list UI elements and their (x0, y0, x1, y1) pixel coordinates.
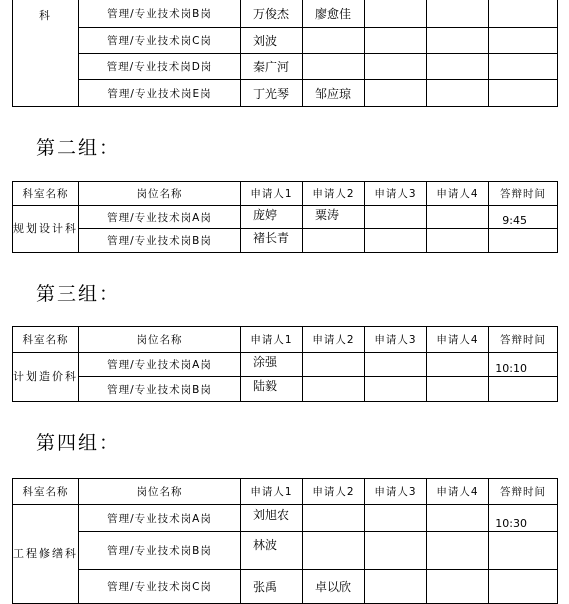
time-cell (489, 570, 558, 604)
table-row (13, 353, 558, 377)
table-row (13, 54, 558, 80)
header-row (13, 182, 558, 206)
applicant2-cell (303, 54, 365, 80)
applicant4-cell (427, 532, 489, 570)
applicant2-cell: 粟涛 (303, 206, 365, 229)
post-cell: 管理/专业技术岗B岗 (79, 0, 241, 28)
time-cell (489, 80, 558, 107)
applicant3-cell (365, 505, 427, 532)
header-dept: 科室名称 (13, 182, 79, 206)
applicant4-cell (427, 0, 489, 28)
applicant2-cell (303, 28, 365, 54)
header-applicant3: 申请人3 (365, 182, 427, 206)
post-cell: 管理/专业技术岗A岗 (79, 505, 241, 532)
applicant2-cell: 卓以欣 (303, 570, 365, 604)
post-cell: 管理/专业技术岗B岗 (79, 229, 241, 253)
post-cell: 管理/专业技术岗C岗 (79, 28, 241, 54)
applicant2-cell (303, 353, 365, 377)
header-applicant4: 申请人4 (427, 479, 489, 505)
applicant1-cell: 褚长青 (241, 229, 303, 253)
header-time: 答辩时间 (489, 479, 558, 505)
applicant1-cell: 刘旭农 (241, 505, 303, 532)
applicant4-cell (427, 28, 489, 54)
applicant1-cell: 陆毅 (241, 377, 303, 402)
post-cell: 管理/专业技术岗A岗 (79, 206, 241, 229)
time-cell (489, 28, 558, 54)
applicant3-cell (365, 532, 427, 570)
header-applicant3: 申请人3 (365, 479, 427, 505)
table-row (13, 28, 558, 54)
applicant1-cell: 张禹 (241, 570, 303, 604)
applicant4-cell (427, 54, 489, 80)
time-cell (489, 0, 558, 28)
header-applicant1: 申请人1 (241, 327, 303, 353)
table-row (13, 377, 558, 402)
group3-heading: 第三组： (36, 283, 121, 305)
header-applicant2: 申请人2 (303, 479, 365, 505)
group2-heading: 第二组： (36, 137, 121, 159)
dept-cell: 计划造价科 (13, 353, 79, 402)
header-post: 岗位名称 (79, 327, 241, 353)
post-cell: 管理/专业技术岗B岗 (79, 377, 241, 402)
time-cell (489, 54, 558, 80)
header-row (13, 327, 558, 353)
applicant3-cell (365, 28, 427, 54)
time-cell: 10:30 (489, 505, 558, 532)
applicant4-cell (427, 570, 489, 604)
time-cell: 10:10 (489, 353, 558, 377)
applicant2-cell: 邹应琼 (303, 80, 365, 107)
applicant3-cell (365, 0, 427, 28)
applicant1-cell: 林波 (241, 532, 303, 570)
group2-table (12, 181, 558, 253)
applicant2-cell: 廖愈佳 (303, 0, 365, 28)
group3-table (12, 326, 558, 402)
dept-cell: 科 (13, 0, 79, 107)
post-cell: 管理/专业技术岗C岗 (79, 570, 241, 604)
time-cell (489, 532, 558, 570)
header-applicant4: 申请人4 (427, 327, 489, 353)
header-applicant2: 申请人2 (303, 327, 365, 353)
header-applicant1: 申请人1 (241, 182, 303, 206)
applicant4-cell (427, 80, 489, 107)
header-dept: 科室名称 (13, 327, 79, 353)
table-row (13, 229, 558, 253)
applicant3-cell (365, 353, 427, 377)
table-row (13, 80, 558, 107)
applicant4-cell (427, 505, 489, 532)
header-applicant1: 申请人1 (241, 479, 303, 505)
applicant4-cell (427, 377, 489, 402)
group4-heading: 第四组： (36, 432, 121, 454)
applicant1-cell: 刘波 (241, 28, 303, 54)
applicant4-cell (427, 229, 489, 253)
table-row (13, 570, 558, 604)
time-cell (489, 377, 558, 402)
header-time: 答辩时间 (489, 327, 558, 353)
dept-cell: 工程修缮科 (13, 505, 79, 604)
applicant3-cell (365, 54, 427, 80)
header-dept: 科室名称 (13, 479, 79, 505)
applicant3-cell (365, 206, 427, 229)
time-cell: 9:45 (489, 206, 558, 229)
group4-table (12, 478, 558, 604)
applicant3-cell (365, 377, 427, 402)
table-row (13, 505, 558, 532)
applicant3-cell (365, 229, 427, 253)
dept-cell: 规划设计科 (13, 206, 79, 253)
post-cell: 管理/专业技术岗E岗 (79, 80, 241, 107)
post-cell: 管理/专业技术岗A岗 (79, 353, 241, 377)
applicant1-cell: 涂强 (241, 353, 303, 377)
applicant1-cell: 万俊杰 (241, 0, 303, 28)
header-post: 岗位名称 (79, 479, 241, 505)
applicant2-cell (303, 377, 365, 402)
applicant4-cell (427, 206, 489, 229)
post-cell: 管理/专业技术岗B岗 (79, 532, 241, 570)
header-applicant4: 申请人4 (427, 182, 489, 206)
table-row (13, 206, 558, 229)
applicant3-cell (365, 80, 427, 107)
time-cell (489, 229, 558, 253)
header-applicant3: 申请人3 (365, 327, 427, 353)
header-post: 岗位名称 (79, 182, 241, 206)
table-row (13, 532, 558, 570)
group1-table (12, 0, 558, 107)
header-time: 答辩时间 (489, 182, 558, 206)
applicant2-cell (303, 229, 365, 253)
applicant2-cell (303, 532, 365, 570)
applicant2-cell (303, 505, 365, 532)
applicant4-cell (427, 353, 489, 377)
header-row (13, 479, 558, 505)
post-cell: 管理/专业技术岗D岗 (79, 54, 241, 80)
applicant1-cell: 丁光琴 (241, 80, 303, 107)
table-row (13, 0, 558, 28)
applicant3-cell (365, 570, 427, 604)
applicant1-cell: 庞婷 (241, 206, 303, 229)
applicant1-cell: 秦广河 (241, 54, 303, 80)
header-applicant2: 申请人2 (303, 182, 365, 206)
